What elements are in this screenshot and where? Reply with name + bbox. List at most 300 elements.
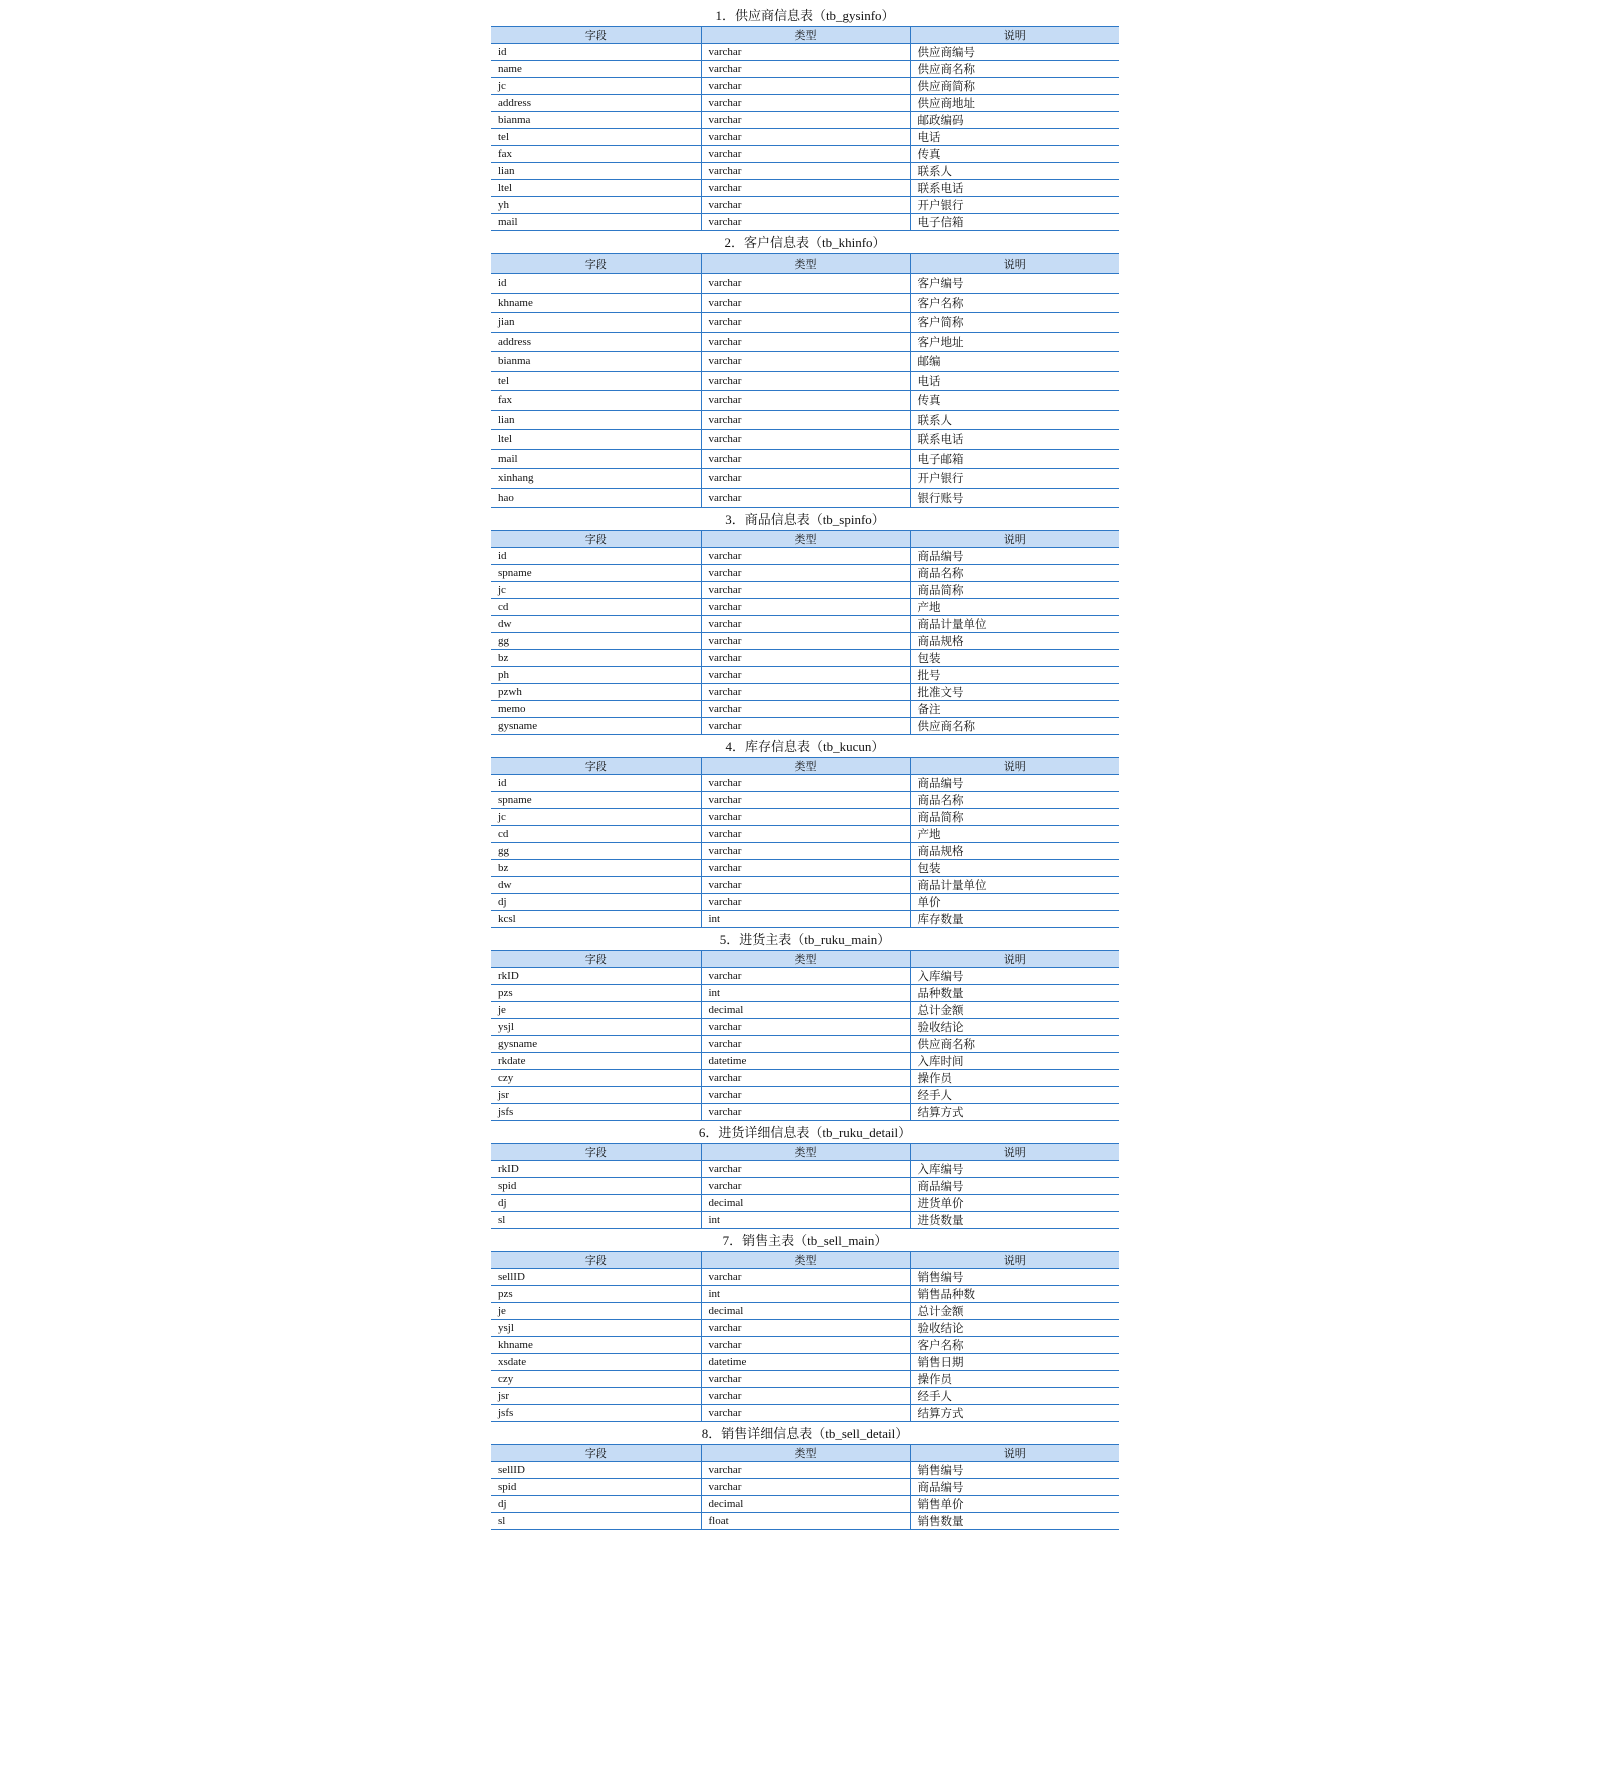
schema-table [491, 757, 1119, 928]
desc-cell: 银行账号 [910, 488, 1119, 508]
field-cell: bianma [491, 352, 701, 372]
desc-cell: 邮政编码 [910, 112, 1119, 129]
table-row [491, 146, 1119, 163]
table-row [491, 1405, 1119, 1422]
field-cell: jc [491, 78, 701, 95]
table-row [491, 1388, 1119, 1405]
table-row [491, 877, 1119, 894]
section-title: 7．销售主表（tb_sell_main） [722, 1233, 888, 1248]
table-row [491, 667, 1119, 684]
table-row [491, 180, 1119, 197]
type-cell: varchar [701, 1320, 910, 1337]
table-row [491, 1178, 1119, 1195]
section-title: 8．销售详细信息表（tb_sell_detail） [701, 1426, 909, 1441]
type-cell: varchar [701, 430, 910, 450]
desc-cell: 经手人 [910, 1087, 1119, 1104]
table-row [491, 809, 1119, 826]
field-cell: tel [491, 371, 701, 391]
desc-cell: 商品编号 [910, 1178, 1119, 1195]
field-cell: jsfs [491, 1405, 701, 1422]
type-cell: varchar [701, 894, 910, 911]
field-cell: spname [491, 792, 701, 809]
type-cell: int [701, 1286, 910, 1303]
table-row [491, 44, 1119, 61]
document [491, 4, 1119, 1530]
desc-cell: 包装 [910, 860, 1119, 877]
type-cell: varchar [701, 95, 910, 112]
schema-table [491, 1143, 1119, 1229]
type-cell: varchar [701, 718, 910, 735]
field-cell: spid [491, 1479, 701, 1496]
desc-cell: 入库编号 [910, 968, 1119, 985]
table-row [491, 214, 1119, 231]
type-cell: varchar [701, 129, 910, 146]
type-cell: varchar [701, 1462, 910, 1479]
header-row [491, 951, 1119, 968]
table-row [491, 352, 1119, 372]
section-title: 2．客户信息表（tb_khinfo） [724, 235, 886, 250]
type-cell: varchar [701, 332, 910, 352]
table-row [491, 1462, 1119, 1479]
type-cell: varchar [701, 371, 910, 391]
field-cell: rkdate [491, 1053, 701, 1070]
desc-cell: 电子信箱 [910, 214, 1119, 231]
type-header: 类型 [701, 951, 910, 968]
field-cell: tel [491, 129, 701, 146]
type-cell: varchar [701, 214, 910, 231]
desc-cell: 总计金额 [910, 1303, 1119, 1320]
desc-cell: 联系电话 [910, 430, 1119, 450]
section-title: 1．供应商信息表（tb_gysinfo） [715, 8, 895, 23]
type-header: 类型 [701, 1252, 910, 1269]
desc-cell: 销售数量 [910, 1513, 1119, 1530]
type-cell: varchar [701, 599, 910, 616]
table-row [491, 112, 1119, 129]
type-cell: varchar [701, 650, 910, 667]
desc-cell: 进货单价 [910, 1195, 1119, 1212]
type-cell: varchar [701, 775, 910, 792]
type-cell: varchar [701, 1178, 910, 1195]
desc-cell: 客户名称 [910, 1337, 1119, 1354]
desc-cell: 入库时间 [910, 1053, 1119, 1070]
desc-cell: 供应商地址 [910, 95, 1119, 112]
desc-cell: 商品简称 [910, 809, 1119, 826]
desc-header: 说明 [910, 758, 1119, 775]
type-cell: varchar [701, 843, 910, 860]
desc-header: 说明 [910, 1252, 1119, 1269]
desc-cell: 销售日期 [910, 1354, 1119, 1371]
field-header: 字段 [491, 951, 701, 968]
table-row [491, 332, 1119, 352]
table-row [491, 548, 1119, 565]
type-header: 类型 [701, 27, 910, 44]
field-cell: sl [491, 1212, 701, 1229]
type-cell: varchar [701, 968, 910, 985]
field-cell: czy [491, 1371, 701, 1388]
table-row [491, 843, 1119, 860]
field-cell: rkID [491, 1161, 701, 1178]
field-cell: gg [491, 843, 701, 860]
field-cell: jsfs [491, 1104, 701, 1121]
type-cell: varchar [701, 809, 910, 826]
header-row [491, 1144, 1119, 1161]
table-row [491, 1212, 1119, 1229]
type-cell: varchar [701, 410, 910, 430]
table-row [491, 1320, 1119, 1337]
field-cell: gysname [491, 1036, 701, 1053]
field-cell: khname [491, 293, 701, 313]
table-row [491, 1195, 1119, 1212]
field-cell: bz [491, 650, 701, 667]
type-header: 类型 [701, 254, 910, 274]
desc-cell: 客户地址 [910, 332, 1119, 352]
field-header: 字段 [491, 1445, 701, 1462]
desc-cell: 商品规格 [910, 633, 1119, 650]
type-cell: varchar [701, 1388, 910, 1405]
field-cell: yh [491, 197, 701, 214]
table-row [491, 1002, 1119, 1019]
desc-cell: 开户银行 [910, 197, 1119, 214]
schema-section [491, 508, 1119, 735]
field-cell: gysname [491, 718, 701, 735]
schema-table [491, 950, 1119, 1121]
table-row [491, 197, 1119, 214]
type-cell: varchar [701, 61, 910, 78]
desc-cell: 总计金额 [910, 1002, 1119, 1019]
type-cell: varchar [701, 684, 910, 701]
field-cell: address [491, 332, 701, 352]
field-cell: pzwh [491, 684, 701, 701]
table-row [491, 1104, 1119, 1121]
table-row [491, 1337, 1119, 1354]
desc-cell: 商品简称 [910, 582, 1119, 599]
table-row [491, 1036, 1119, 1053]
field-cell: sellID [491, 1462, 701, 1479]
desc-cell: 商品编号 [910, 548, 1119, 565]
desc-cell: 验收结论 [910, 1320, 1119, 1337]
field-header: 字段 [491, 1252, 701, 1269]
field-cell: pzs [491, 985, 701, 1002]
type-cell: varchar [701, 488, 910, 508]
desc-cell: 商品编号 [910, 1479, 1119, 1496]
type-cell: varchar [701, 274, 910, 294]
desc-cell: 单价 [910, 894, 1119, 911]
desc-cell: 库存数量 [910, 911, 1119, 928]
field-cell: jsr [491, 1388, 701, 1405]
desc-cell: 商品名称 [910, 792, 1119, 809]
type-cell: varchar [701, 1371, 910, 1388]
field-cell: ph [491, 667, 701, 684]
field-cell: lian [491, 163, 701, 180]
type-cell: varchar [701, 112, 910, 129]
field-cell: cd [491, 826, 701, 843]
type-cell: varchar [701, 701, 910, 718]
desc-cell: 供应商名称 [910, 61, 1119, 78]
type-cell: varchar [701, 352, 910, 372]
field-cell: je [491, 1303, 701, 1320]
section-title: 4．库存信息表（tb_kucun） [725, 739, 885, 754]
desc-header: 说明 [910, 1144, 1119, 1161]
type-cell: varchar [701, 469, 910, 489]
schema-section [491, 4, 1119, 231]
desc-cell: 结算方式 [910, 1405, 1119, 1422]
table-row [491, 1161, 1119, 1178]
type-cell: decimal [701, 1195, 910, 1212]
schema-table [491, 1444, 1119, 1530]
type-cell: varchar [701, 1269, 910, 1286]
field-cell: kcsl [491, 911, 701, 928]
table-row [491, 1303, 1119, 1320]
type-cell: varchar [701, 877, 910, 894]
header-row [491, 254, 1119, 274]
desc-cell: 批准文号 [910, 684, 1119, 701]
type-cell: varchar [701, 582, 910, 599]
field-cell: jsr [491, 1087, 701, 1104]
schema-section [491, 735, 1119, 928]
desc-cell: 邮编 [910, 352, 1119, 372]
type-cell: varchar [701, 1036, 910, 1053]
type-cell: varchar [701, 146, 910, 163]
header-row [491, 758, 1119, 775]
desc-cell: 电话 [910, 129, 1119, 146]
desc-header: 说明 [910, 1445, 1119, 1462]
type-cell: varchar [701, 792, 910, 809]
desc-cell: 销售单价 [910, 1496, 1119, 1513]
desc-cell: 操作员 [910, 1371, 1119, 1388]
field-cell: dw [491, 616, 701, 633]
desc-cell: 联系人 [910, 163, 1119, 180]
table-row [491, 163, 1119, 180]
desc-cell: 产地 [910, 599, 1119, 616]
desc-header: 说明 [910, 254, 1119, 274]
table-row [491, 1286, 1119, 1303]
field-cell: dj [491, 894, 701, 911]
field-cell: mail [491, 449, 701, 469]
table-row [491, 1513, 1119, 1530]
type-cell: int [701, 985, 910, 1002]
desc-cell: 联系人 [910, 410, 1119, 430]
table-row [491, 430, 1119, 450]
type-cell: varchar [701, 78, 910, 95]
table-row [491, 775, 1119, 792]
type-cell: varchar [701, 293, 910, 313]
type-cell: varchar [701, 44, 910, 61]
field-cell: id [491, 548, 701, 565]
table-row [491, 718, 1119, 735]
table-row [491, 1371, 1119, 1388]
table-row [491, 410, 1119, 430]
field-cell: jc [491, 582, 701, 599]
table-row [491, 1087, 1119, 1104]
type-cell: float [701, 1513, 910, 1530]
desc-cell: 传真 [910, 146, 1119, 163]
table-row [491, 582, 1119, 599]
field-cell: mail [491, 214, 701, 231]
schema-section [491, 1422, 1119, 1530]
field-cell: xsdate [491, 1354, 701, 1371]
table-row [491, 616, 1119, 633]
table-row [491, 1070, 1119, 1087]
field-cell: ltel [491, 180, 701, 197]
type-cell: varchar [701, 826, 910, 843]
section-title: 6．进货详细信息表（tb_ruku_detail） [698, 1125, 912, 1140]
field-header: 字段 [491, 531, 701, 548]
table-row [491, 968, 1119, 985]
schema-table [491, 253, 1119, 508]
field-cell: bz [491, 860, 701, 877]
field-cell: khname [491, 1337, 701, 1354]
type-cell: varchar [701, 197, 910, 214]
desc-cell: 销售编号 [910, 1462, 1119, 1479]
type-cell: int [701, 1212, 910, 1229]
type-cell: varchar [701, 633, 910, 650]
table-row [491, 371, 1119, 391]
type-cell: varchar [701, 616, 910, 633]
field-cell: id [491, 44, 701, 61]
field-cell: dw [491, 877, 701, 894]
desc-cell: 结算方式 [910, 1104, 1119, 1121]
desc-cell: 供应商名称 [910, 718, 1119, 735]
field-cell: czy [491, 1070, 701, 1087]
type-cell: decimal [701, 1496, 910, 1513]
field-cell: sl [491, 1513, 701, 1530]
desc-cell: 销售品种数 [910, 1286, 1119, 1303]
type-cell: varchar [701, 1070, 910, 1087]
schema-section [491, 928, 1119, 1121]
desc-header: 说明 [910, 951, 1119, 968]
desc-cell: 联系电话 [910, 180, 1119, 197]
desc-cell: 开户银行 [910, 469, 1119, 489]
table-row [491, 1496, 1119, 1513]
desc-header: 说明 [910, 27, 1119, 44]
table-row [491, 1019, 1119, 1036]
desc-cell: 供应商简称 [910, 78, 1119, 95]
type-cell: varchar [701, 565, 910, 582]
type-cell: varchar [701, 449, 910, 469]
table-row [491, 911, 1119, 928]
table-row [491, 1479, 1119, 1496]
type-cell: varchar [701, 1161, 910, 1178]
type-header: 类型 [701, 1445, 910, 1462]
table-row [491, 1354, 1119, 1371]
type-cell: varchar [701, 1087, 910, 1104]
type-cell: datetime [701, 1354, 910, 1371]
header-row [491, 531, 1119, 548]
field-cell: bianma [491, 112, 701, 129]
field-cell: address [491, 95, 701, 112]
desc-cell: 验收结论 [910, 1019, 1119, 1036]
field-cell: sellID [491, 1269, 701, 1286]
table-row [491, 860, 1119, 877]
field-cell: xinhang [491, 469, 701, 489]
type-cell: varchar [701, 180, 910, 197]
field-cell: rkID [491, 968, 701, 985]
table-row [491, 894, 1119, 911]
type-cell: int [701, 911, 910, 928]
header-row [491, 1445, 1119, 1462]
type-cell: varchar [701, 860, 910, 877]
table-row [491, 78, 1119, 95]
table-row [491, 826, 1119, 843]
schema-section [491, 1229, 1119, 1422]
desc-cell: 传真 [910, 391, 1119, 411]
desc-cell: 备注 [910, 701, 1119, 718]
type-cell: decimal [701, 1002, 910, 1019]
type-cell: varchar [701, 313, 910, 333]
field-cell: ltel [491, 430, 701, 450]
section-title: 3．商品信息表（tb_spinfo） [725, 512, 885, 527]
field-cell: ysjl [491, 1019, 701, 1036]
schema-section [491, 231, 1119, 508]
field-cell: fax [491, 146, 701, 163]
field-cell: gg [491, 633, 701, 650]
table-row [491, 469, 1119, 489]
desc-cell: 品种数量 [910, 985, 1119, 1002]
desc-cell: 销售编号 [910, 1269, 1119, 1286]
table-row [491, 61, 1119, 78]
table-row [491, 792, 1119, 809]
table-row [491, 684, 1119, 701]
desc-cell: 经手人 [910, 1388, 1119, 1405]
table-row [491, 633, 1119, 650]
type-cell: decimal [701, 1303, 910, 1320]
table-row [491, 1269, 1119, 1286]
desc-cell: 包装 [910, 650, 1119, 667]
field-cell: dj [491, 1195, 701, 1212]
desc-cell: 商品名称 [910, 565, 1119, 582]
desc-cell: 商品编号 [910, 775, 1119, 792]
field-header: 字段 [491, 27, 701, 44]
type-header: 类型 [701, 758, 910, 775]
desc-cell: 供应商名称 [910, 1036, 1119, 1053]
desc-cell: 商品规格 [910, 843, 1119, 860]
field-cell: jian [491, 313, 701, 333]
type-cell: varchar [701, 163, 910, 180]
field-cell: spname [491, 565, 701, 582]
field-header: 字段 [491, 1144, 701, 1161]
desc-cell: 客户简称 [910, 313, 1119, 333]
field-cell: je [491, 1002, 701, 1019]
field-cell: fax [491, 391, 701, 411]
section-title: 5．进货主表（tb_ruku_main） [719, 932, 891, 947]
field-cell: jc [491, 809, 701, 826]
table-row [491, 293, 1119, 313]
table-row [491, 599, 1119, 616]
field-cell: lian [491, 410, 701, 430]
type-header: 类型 [701, 1144, 910, 1161]
field-cell: hao [491, 488, 701, 508]
table-row [491, 391, 1119, 411]
schema-section [491, 1121, 1119, 1229]
desc-cell: 产地 [910, 826, 1119, 843]
type-cell: varchar [701, 1104, 910, 1121]
type-cell: varchar [701, 1405, 910, 1422]
desc-cell: 操作员 [910, 1070, 1119, 1087]
type-cell: varchar [701, 1479, 910, 1496]
header-row [491, 27, 1119, 44]
desc-cell: 客户名称 [910, 293, 1119, 313]
desc-cell: 商品计量单位 [910, 877, 1119, 894]
table-row [491, 449, 1119, 469]
desc-cell: 商品计量单位 [910, 616, 1119, 633]
field-header: 字段 [491, 254, 701, 274]
table-row [491, 274, 1119, 294]
field-cell: dj [491, 1496, 701, 1513]
field-cell: id [491, 274, 701, 294]
desc-header: 说明 [910, 531, 1119, 548]
desc-cell: 电话 [910, 371, 1119, 391]
schema-table [491, 26, 1119, 231]
